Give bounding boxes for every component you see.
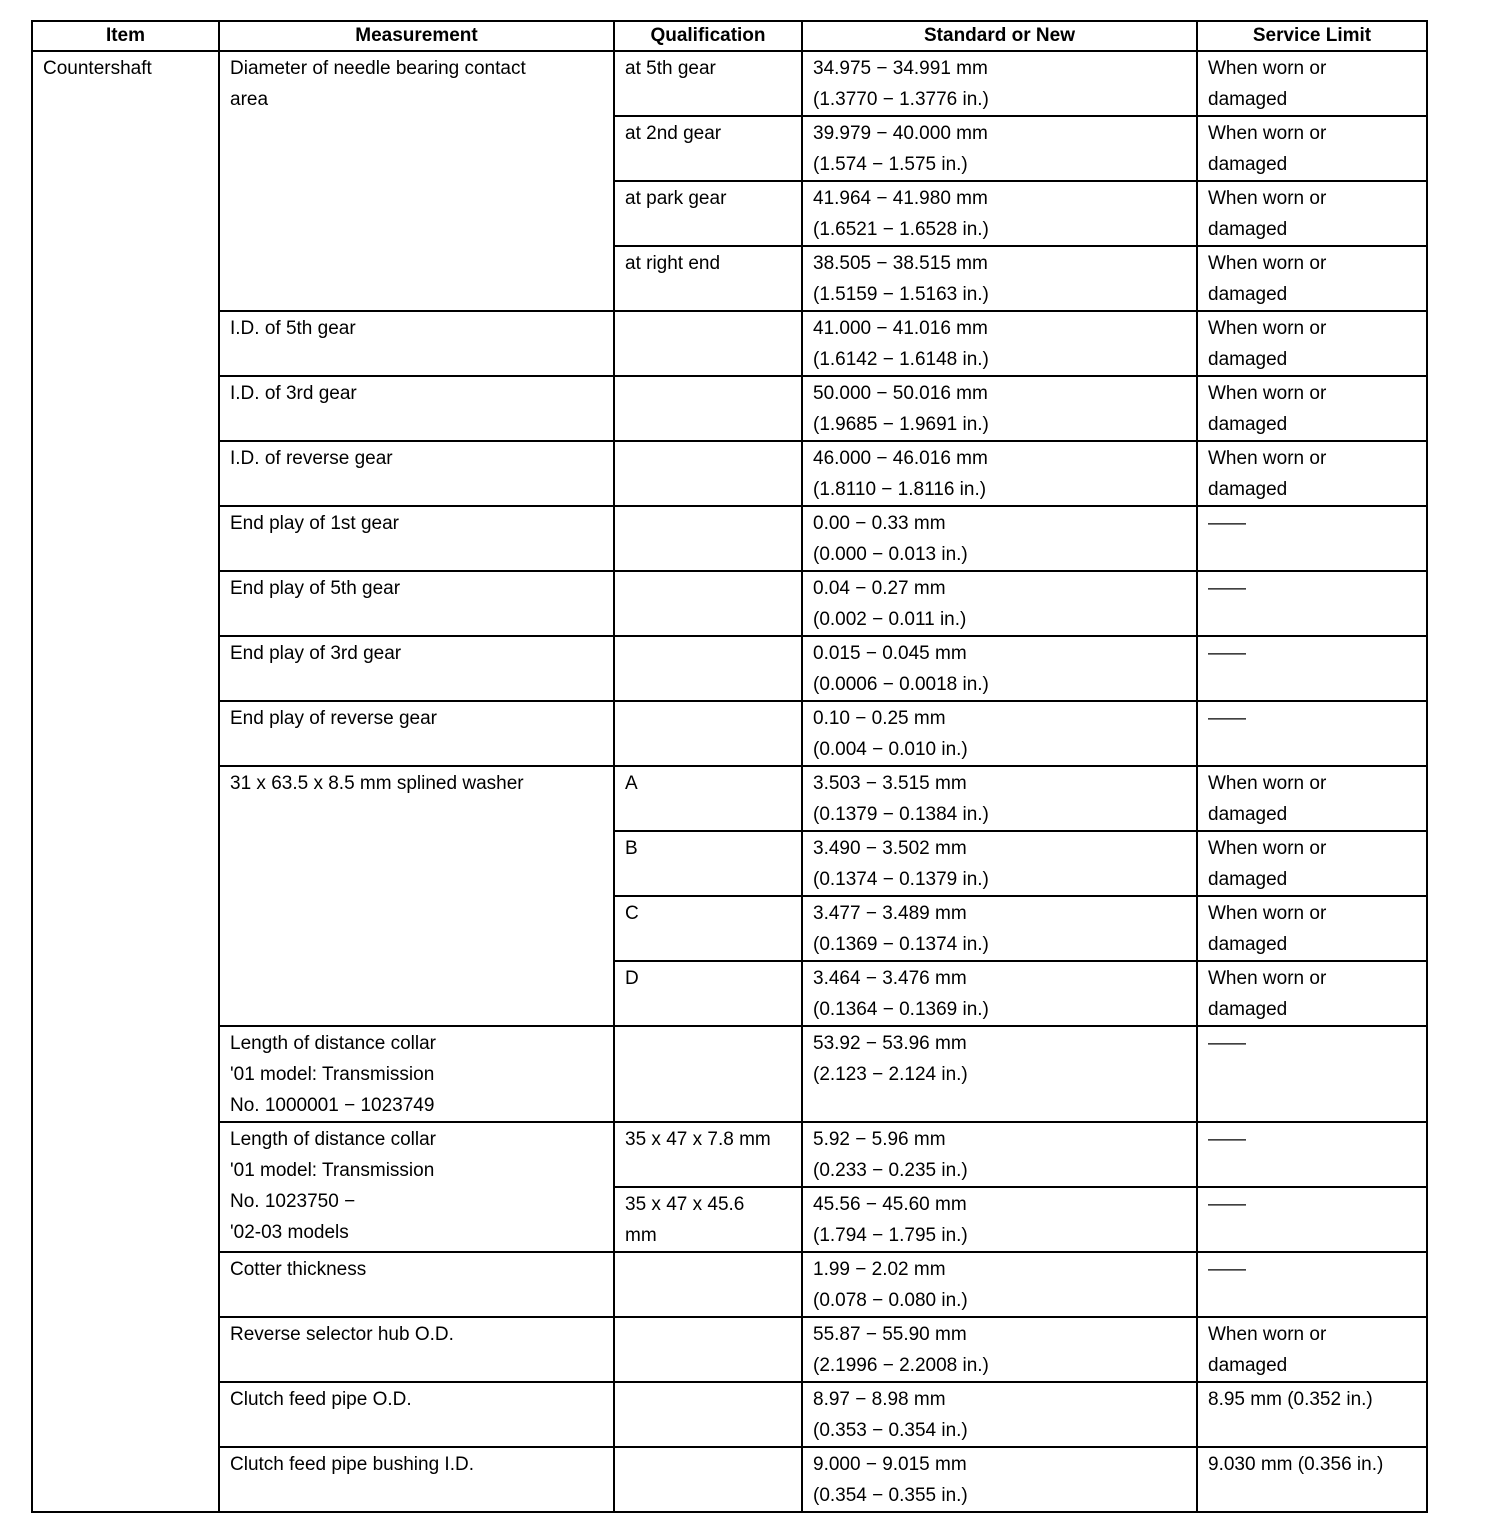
standard-mm: 55.87 − 55.90 mm	[813, 1324, 967, 1345]
standard-mm: 41.964 − 41.980 mm	[813, 188, 988, 209]
item-cell: Countershaft	[32, 51, 219, 1512]
standard-cell	[802, 376, 1197, 441]
standard-in: (1.5159 − 1.5163 in.)	[813, 284, 989, 305]
limit-cell: ——	[1197, 1252, 1427, 1317]
standard-cell	[802, 51, 1197, 116]
limit-line: damaged	[1208, 999, 1288, 1020]
measurement-cell	[219, 1122, 614, 1252]
measurement-cell: End play of 3rd gear	[219, 636, 614, 701]
limit-cell: ——	[1197, 636, 1427, 701]
standard-cell	[802, 1122, 1197, 1187]
limit-cell	[1197, 766, 1427, 831]
standard-mm: 0.10 − 0.25 mm	[813, 708, 946, 729]
qualification-cell	[614, 636, 802, 701]
limit-cell	[1197, 116, 1427, 181]
measurement-cell: End play of 1st gear	[219, 506, 614, 571]
limit-cell	[1197, 961, 1427, 1026]
qualification-cell	[614, 376, 802, 441]
limit-line: damaged	[1208, 804, 1288, 825]
qualification-cell	[614, 1026, 802, 1122]
qualification-cell: B	[614, 831, 802, 896]
standard-mm: 38.505 − 38.515 mm	[813, 253, 988, 274]
measurement-line: '01 model: Transmission	[230, 1160, 435, 1181]
measurement-cell: Reverse selector hub O.D.	[219, 1317, 614, 1382]
table-row	[32, 311, 1427, 376]
measurement-line: '01 model: Transmission	[230, 1064, 435, 1085]
limit-cell	[1197, 181, 1427, 246]
measurement-cell	[219, 1026, 614, 1122]
standard-mm: 50.000 − 50.016 mm	[813, 383, 988, 404]
limit-line: When worn or	[1208, 773, 1327, 794]
standard-in: (2.1996 − 2.2008 in.)	[813, 1355, 989, 1376]
standard-in: (0.353 − 0.354 in.)	[813, 1420, 968, 1441]
header-measurement: Measurement	[219, 21, 614, 51]
qualification-cell: at 5th gear	[614, 51, 802, 116]
limit-line: damaged	[1208, 414, 1288, 435]
standard-in: (1.6142 − 1.6148 in.)	[813, 349, 989, 370]
standard-in: (1.6521 − 1.6528 in.)	[813, 219, 989, 240]
limit-cell	[1197, 1317, 1427, 1382]
table-row	[32, 1026, 1427, 1122]
measurement-line: Length of distance collar	[230, 1129, 436, 1150]
measurement-line: area	[230, 89, 269, 110]
measurement-line: '02-03 models	[230, 1222, 349, 1243]
limit-line: damaged	[1208, 89, 1288, 110]
standard-in: (1.8110 − 1.8116 in.)	[813, 479, 987, 500]
header-standard: Standard or New	[802, 21, 1197, 51]
measurement-line: Diameter of needle bearing contact	[230, 58, 526, 79]
standard-cell	[802, 506, 1197, 571]
standard-mm: 0.00 − 0.33 mm	[813, 513, 946, 534]
qualification-cell: C	[614, 896, 802, 961]
standard-mm: 3.490 − 3.502 mm	[813, 838, 967, 859]
standard-in: (0.233 − 0.235 in.)	[813, 1160, 968, 1181]
qualification-cell	[614, 571, 802, 636]
standard-mm: 3.503 − 3.515 mm	[813, 773, 967, 794]
specification-table	[31, 20, 1428, 1513]
qualification-cell	[614, 311, 802, 376]
standard-in: (0.1369 − 0.1374 in.)	[813, 934, 989, 955]
table-row	[32, 766, 1427, 831]
limit-cell	[1197, 896, 1427, 961]
limit-line: damaged	[1208, 154, 1288, 175]
qualification-cell	[614, 441, 802, 506]
standard-cell	[802, 896, 1197, 961]
limit-cell: ——	[1197, 506, 1427, 571]
measurement-cell: Clutch feed pipe bushing I.D.	[219, 1447, 614, 1512]
standard-mm: 3.477 − 3.489 mm	[813, 903, 967, 924]
standard-in: (1.3770 − 1.3776 in.)	[813, 89, 989, 110]
table-row	[32, 1447, 1427, 1512]
qualification-cell	[614, 1187, 802, 1252]
measurement-cell: I.D. of 5th gear	[219, 311, 614, 376]
limit-line: damaged	[1208, 479, 1288, 500]
qualification-cell	[614, 506, 802, 571]
table-row	[32, 636, 1427, 701]
table-row	[32, 506, 1427, 571]
qualification-cell	[614, 701, 802, 766]
standard-cell	[802, 571, 1197, 636]
standard-cell	[802, 441, 1197, 506]
standard-in: (1.9685 − 1.9691 in.)	[813, 414, 989, 435]
standard-mm: 34.975 − 34.991 mm	[813, 58, 988, 79]
limit-line: When worn or	[1208, 968, 1327, 989]
qualification-cell: at 2nd gear	[614, 116, 802, 181]
header-row	[32, 21, 1427, 51]
limit-line: damaged	[1208, 869, 1288, 890]
limit-line: When worn or	[1208, 253, 1327, 274]
limit-line: damaged	[1208, 934, 1288, 955]
limit-cell: 9.030 mm (0.356 in.)	[1197, 1447, 1427, 1512]
limit-cell: 8.95 mm (0.352 in.)	[1197, 1382, 1427, 1447]
measurement-line: No. 1023750 −	[230, 1191, 356, 1212]
limit-cell	[1197, 376, 1427, 441]
limit-line: When worn or	[1208, 318, 1327, 339]
table-row	[32, 701, 1427, 766]
measurement-line: Length of distance collar	[230, 1033, 436, 1054]
standard-in: (0.0006 − 0.0018 in.)	[813, 674, 989, 695]
qualification-cell	[614, 1317, 802, 1382]
measurement-cell: I.D. of reverse gear	[219, 441, 614, 506]
limit-cell	[1197, 311, 1427, 376]
standard-in: (2.123 − 2.124 in.)	[813, 1064, 968, 1085]
limit-line: When worn or	[1208, 123, 1327, 144]
qualification-line: mm	[625, 1225, 657, 1246]
limit-line: When worn or	[1208, 838, 1327, 859]
limit-cell: ——	[1197, 1026, 1427, 1122]
standard-mm: 45.56 − 45.60 mm	[813, 1194, 967, 1215]
standard-mm: 1.99 − 2.02 mm	[813, 1259, 946, 1280]
standard-cell	[802, 1252, 1197, 1317]
limit-line: damaged	[1208, 284, 1288, 305]
qualification-cell	[614, 1382, 802, 1447]
table-row	[32, 441, 1427, 506]
limit-line: When worn or	[1208, 58, 1327, 79]
standard-mm: 39.979 − 40.000 mm	[813, 123, 988, 144]
table-row	[32, 1382, 1427, 1447]
standard-in: (1.794 − 1.795 in.)	[813, 1225, 968, 1246]
measurement-cell: End play of reverse gear	[219, 701, 614, 766]
limit-line: damaged	[1208, 219, 1288, 240]
measurement-cell: End play of 5th gear	[219, 571, 614, 636]
qualification-cell: 35 x 47 x 7.8 mm	[614, 1122, 802, 1187]
limit-cell	[1197, 51, 1427, 116]
header-item: Item	[32, 21, 219, 51]
standard-in: (0.1364 − 0.1369 in.)	[813, 999, 989, 1020]
standard-in: (0.354 − 0.355 in.)	[813, 1485, 968, 1506]
qualification-cell: at park gear	[614, 181, 802, 246]
limit-line: When worn or	[1208, 383, 1327, 404]
measurement-cell: Clutch feed pipe O.D.	[219, 1382, 614, 1447]
table-row	[32, 571, 1427, 636]
measurement-cell: I.D. of 3rd gear	[219, 376, 614, 441]
standard-in: (0.000 − 0.013 in.)	[813, 544, 968, 565]
standard-cell	[802, 116, 1197, 181]
qualification-cell: D	[614, 961, 802, 1026]
qualification-cell	[614, 1447, 802, 1512]
table-row	[32, 51, 1427, 116]
standard-mm: 46.000 − 46.016 mm	[813, 448, 988, 469]
standard-mm: 5.92 − 5.96 mm	[813, 1129, 946, 1150]
standard-in: (1.574 − 1.575 in.)	[813, 154, 968, 175]
standard-cell	[802, 831, 1197, 896]
standard-cell	[802, 1447, 1197, 1512]
standard-mm: 53.92 − 53.96 mm	[813, 1033, 967, 1054]
standard-mm: 0.015 − 0.045 mm	[813, 643, 967, 664]
table-row	[32, 1122, 1427, 1187]
limit-line: When worn or	[1208, 188, 1327, 209]
measurement-cell: 31 x 63.5 x 8.5 mm splined washer	[219, 766, 614, 1026]
measurement-cell	[219, 51, 614, 311]
standard-cell	[802, 246, 1197, 311]
table-row	[32, 1317, 1427, 1382]
qualification-cell: at right end	[614, 246, 802, 311]
limit-cell	[1197, 246, 1427, 311]
qualification-cell	[614, 1252, 802, 1317]
standard-cell	[802, 1382, 1197, 1447]
standard-in: (0.1374 − 0.1379 in.)	[813, 869, 989, 890]
standard-cell	[802, 766, 1197, 831]
standard-in: (0.002 − 0.011 in.)	[813, 609, 967, 630]
limit-line: When worn or	[1208, 1324, 1327, 1345]
standard-mm: 8.97 − 8.98 mm	[813, 1389, 946, 1410]
table-row	[32, 1252, 1427, 1317]
standard-cell	[802, 961, 1197, 1026]
measurement-cell: Cotter thickness	[219, 1252, 614, 1317]
standard-cell	[802, 701, 1197, 766]
limit-cell	[1197, 441, 1427, 506]
limit-line: When worn or	[1208, 903, 1327, 924]
limit-cell	[1197, 831, 1427, 896]
standard-cell	[802, 1026, 1197, 1122]
standard-mm: 9.000 − 9.015 mm	[813, 1454, 967, 1475]
measurement-line: No. 1000001 − 1023749	[230, 1095, 435, 1116]
standard-in: (0.004 − 0.010 in.)	[813, 739, 968, 760]
standard-in: (0.078 − 0.080 in.)	[813, 1290, 968, 1311]
table-row	[32, 376, 1427, 441]
header-service-limit: Service Limit	[1197, 21, 1427, 51]
limit-line: damaged	[1208, 1355, 1288, 1376]
standard-cell	[802, 1317, 1197, 1382]
limit-line: When worn or	[1208, 448, 1327, 469]
limit-line: damaged	[1208, 349, 1288, 370]
standard-cell	[802, 311, 1197, 376]
qualification-line: 35 x 47 x 45.6	[625, 1194, 745, 1215]
standard-cell	[802, 181, 1197, 246]
standard-cell	[802, 636, 1197, 701]
standard-mm: 41.000 − 41.016 mm	[813, 318, 988, 339]
limit-cell: ——	[1197, 1122, 1427, 1187]
standard-cell	[802, 1187, 1197, 1252]
qualification-cell: A	[614, 766, 802, 831]
limit-cell: ——	[1197, 571, 1427, 636]
limit-cell: ——	[1197, 701, 1427, 766]
standard-in: (0.1379 − 0.1384 in.)	[813, 804, 989, 825]
standard-mm: 3.464 − 3.476 mm	[813, 968, 967, 989]
standard-mm: 0.04 − 0.27 mm	[813, 578, 946, 599]
header-qualification: Qualification	[614, 21, 802, 51]
limit-cell: ——	[1197, 1187, 1427, 1252]
